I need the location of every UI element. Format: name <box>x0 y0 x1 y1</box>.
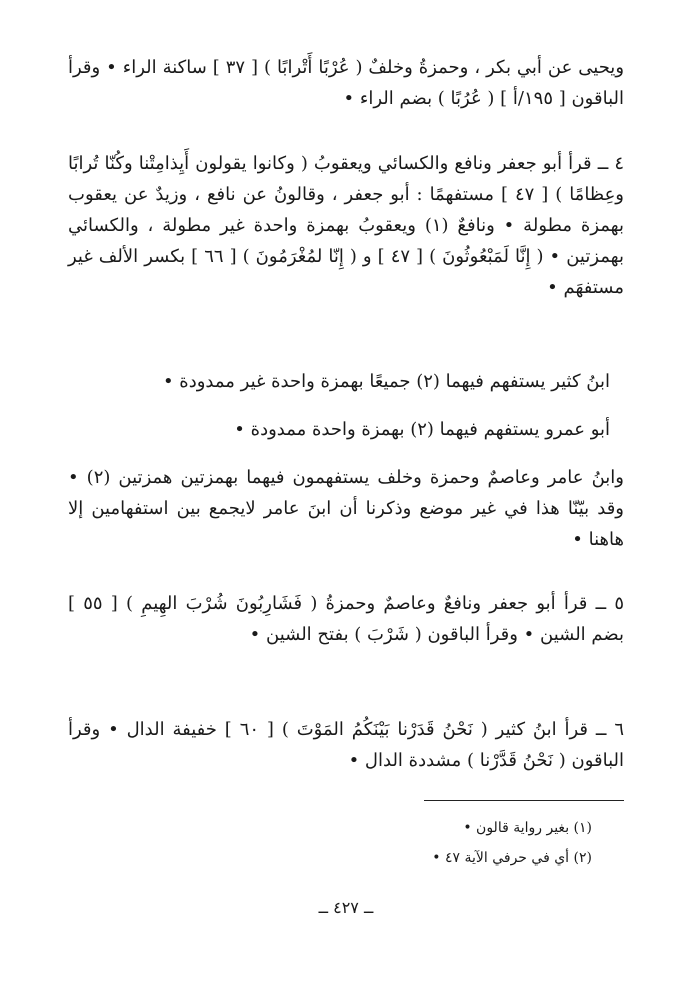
page-number: ــ ٤٢٧ ــ <box>318 898 374 917</box>
paragraph-abu-amr: أبو عمرو يستفهم فيهما (٢) بهمزة واحدة ممدودة • <box>234 419 610 440</box>
paragraph-ibn-kathir: ابنُ كثير يستفهم فيهما (٢) جميعًا بهمزة واحدة غير ممدودة • <box>162 371 610 392</box>
paragraph-continued: ويحيى عن أبي بكر ، وحمزةُ وخلفٌ ( عُرْبًا أَتْرابًا ) [ ٣٧ ] ساكنة الراء • وقرأ الباقون [ ١٩٥/أ ] ( عُرُبًا ) بضم الراء • <box>68 57 625 109</box>
paragraph-5: ٥ ــ قرأ أبو جعفر ونافعٌ وعاصمٌ وحمزةُ ( فَشَارِبُونَ شُرْبَ الهِيمِ ) [ ٥٥ ] بضم الشين • وقرأ الباقون ( شَرْبَ ) بفتح الشين • <box>68 593 624 645</box>
footnote-1: (١) بغير رواية قالون • <box>463 820 592 836</box>
paragraph-ibn-amir: وابنُ عامر وعاصمٌ وحمزة وخلف يستفهمون فيهما بهمزتين همزتين (٢) • وقد بيّنّا هذا في غير موضع وذكرنا أن ابنَ عامر لايجمع بين استفهامين إلا هاهنا • <box>68 467 624 550</box>
footnote-2: (٢) أي في حرفي الآية ٤٧ • <box>432 850 592 866</box>
paragraph-4: ٤ ــ قرأ أبو جعفر ونافع والكسائي ويعقوبُ ( وكانوا يقولون أَيِذامِتْنا وكُنّا تُرابًا وعِظامًا ) [ ٤٧ ] مستفهمًا : أبو جعفر ، وقالونُ عن نافع ، وزيدٌ عن يعقوب بهمزة مطولة • ونافعٌ (١) ويعقوبُ بهمزة واحدة غير مطولة ، والكسائي بهمزتين • ( إِنَّا لَمَبْعُوثُونَ ) [ ٤٧ ] و ( إِنّا لمُغْرَمُونَ ) [ ٦٦ ] بكسر الألف غير مستفهَم • <box>68 153 624 298</box>
paragraph-6: ٦ ــ قرأ ابنُ كثير ( نَحْنُ قَدَرْنا بَيْنَكُمُ المَوْتَ ) [ ٦٠ ] خفيفة الدال • وقرأ الباقون ( نَحْنُ قَدَّرْنا ) مشددة الدال • <box>68 719 624 771</box>
footnote-divider <box>424 800 624 801</box>
